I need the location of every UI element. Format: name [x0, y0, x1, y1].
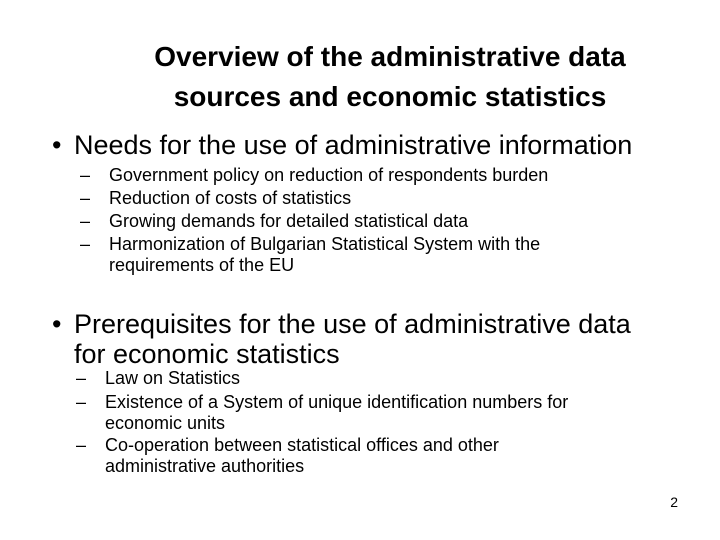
subitem-text-line: Growing demands for detailed statistical data: [109, 211, 469, 231]
slide-title: [100, 37, 680, 117]
subitem-text: [109, 165, 548, 186]
subitem-text-line: Co-operation between statistical offices and other: [105, 435, 499, 455]
dash-marker: –: [80, 211, 91, 231]
dash-marker: –: [80, 234, 91, 254]
subitem-text-line: Harmonization of Bulgarian Statistical System with the: [109, 234, 541, 254]
bullet-marker: •: [52, 130, 62, 160]
subitem-text: [105, 368, 240, 389]
page-number: 2: [670, 494, 678, 510]
subitem-text: [109, 234, 540, 276]
bullet-text-line: Prerequisites for the use of administrative data: [74, 309, 631, 339]
dash-marker: –: [80, 165, 91, 185]
subitem-text-line: Government policy on reduction of respondents burden: [109, 165, 549, 185]
subitem-text-line: administrative authorities: [105, 456, 305, 476]
dash-marker: –: [76, 392, 87, 412]
bullet-text-line: for economic statistics: [74, 339, 340, 369]
dash-marker: –: [76, 435, 87, 455]
subitem-text: [105, 392, 568, 434]
subitem-text-line: economic units: [105, 413, 226, 433]
bullet-marker: •: [52, 309, 62, 339]
subitem-text: [105, 435, 499, 477]
dash-marker: –: [76, 368, 87, 388]
slide-title-line-2: sources and economic statistics: [173, 81, 607, 112]
bullet-text-line: Needs for the use of administrative information: [74, 130, 633, 160]
subitem-text-line: requirements of the EU: [109, 255, 295, 275]
dash-marker: –: [80, 188, 91, 208]
slide-title-line-1: Overview of the administrative data: [154, 41, 626, 72]
subitem-text-line: Law on Statistics: [105, 368, 241, 388]
subitem-text: [109, 188, 351, 209]
subitem-text: [109, 211, 468, 232]
bullet-text: [74, 130, 632, 160]
subitem-text-line: Reduction of costs of statistics: [109, 188, 352, 208]
bullet-text: [74, 309, 631, 369]
subitem-text-line: Existence of a System of unique identification numbers for: [105, 392, 569, 412]
